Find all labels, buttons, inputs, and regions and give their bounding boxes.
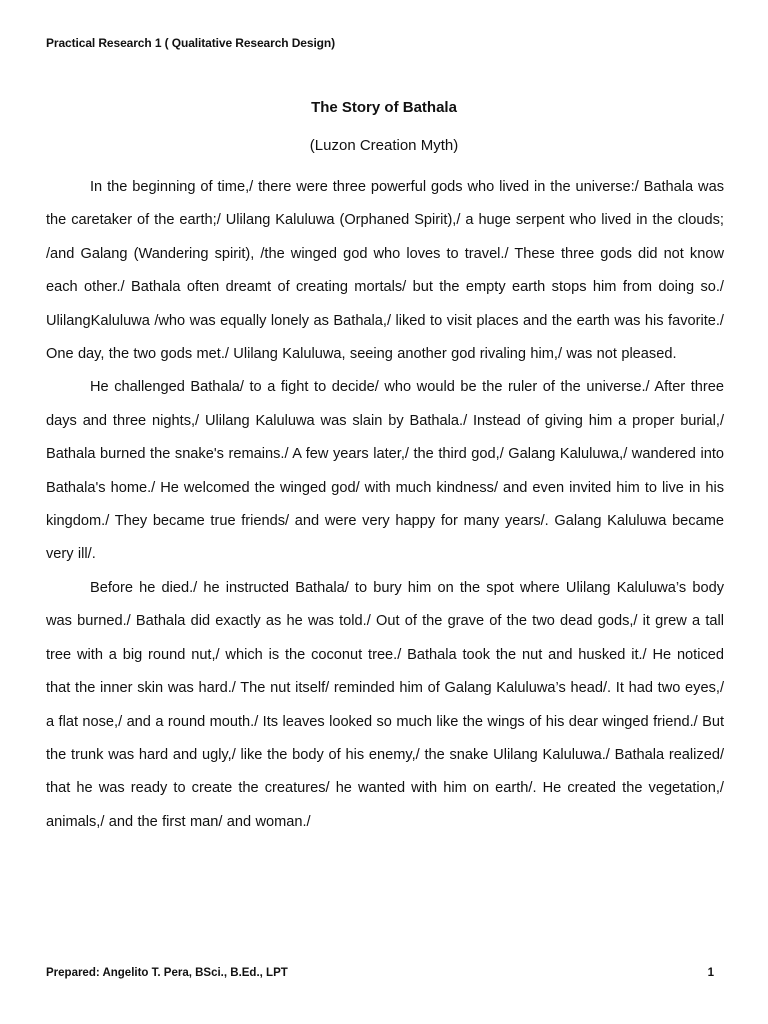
footer-page-number: 1	[707, 967, 714, 979]
document-body	[46, 171, 724, 839]
document-title: The Story of Bathala	[311, 99, 457, 116]
paragraph-1: In the beginning of time,/ there were three powerful gods who lived in the universe:/ Bathala was the caretaker of the earth;/ Ulilang Kaluluwa (Orphaned Spirit),/ a huge serpent who lived in the clouds; /and Galang (Wandering spirit), /the winged god who loves to travel./ These three gods did not know each other./ Bathala often dreamt of creating mortals/ but the empty earth stops him from doing so./ UlilangKaluluwa /who was equally lonely as Bathala,/ liked to visit places and the earth was his favorite./ One day, the two gods met./ Ulilang Kaluluwa, seeing another god rivaling him,/ was not pleased.	[46, 179, 724, 363]
paragraph-2: He challenged Bathala/ to a fight to decide/ who would be the ruler of the universe./ After three days and three nights,/ Ulilang Kaluluwa was slain by Bathala./ Instead of giving him a proper burial,/ Bathala burned the snake's remains./ A few years later,/ the third god,/ Galang Kaluluwa,/ wandered into Bathala's home./ He welcomed the winged god/ with much kindness/ and even invited him to live in his kingdom./ They became true friends/ and were very happy for many years/. Galang Kaluluwa became very ill/.	[46, 379, 724, 563]
page-header: Practical Research 1 ( Qualitative Research Design)	[46, 36, 336, 50]
paragraph-3: Before he died./ he instructed Bathala/ to bury him on the spot where Ulilang Kaluluwa’s body was burned./ Bathala did exactly as he was told./ Out of the grave of the two dead gods,/ it grew a tall tree with a big round nut,/ which is the coconut tree./ Bathala took the nut and husked it./ He noticed that the inner skin was hard./ The nut itself/ reminded him of Galang Kaluluwa’s head/. It had two eyes,/ a flat nose,/ and a round mouth./ Its leaves looked so much like the wings of his dear winged friend./ But the trunk was hard and ugly,/ like the body of his enemy,/ the snake Ulilang Kaluluwa./ Bathala realized/ that he was ready to create the creatures/ he wanted with him on earth/. He created the vegetation,/ animals,/ and the first man/ and woman./	[46, 579, 724, 830]
footer-prepared-by: Prepared: Angelito T. Pera, BSci., B.Ed., LPT	[46, 967, 288, 979]
document-subtitle: (Luzon Creation Myth)	[309, 137, 459, 154]
